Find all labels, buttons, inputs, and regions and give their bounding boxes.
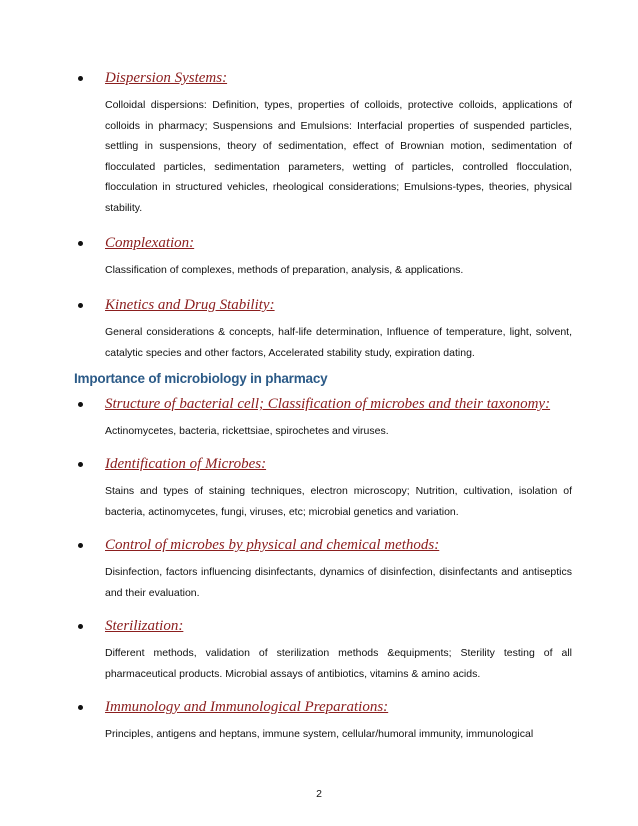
bullet-icon [78, 705, 83, 710]
topic-heading: Control of microbes by physical and chemical methods: [105, 537, 440, 553]
topic-heading: Immunology and Immunological Preparations: [105, 699, 389, 715]
topic-body: Disinfection, factors influencing disinfectants, dynamics of disinfection, disinfectants and antiseptics and their evaluation. [105, 566, 572, 599]
bullet-icon [78, 462, 83, 467]
topic-complexation [89, 235, 572, 281]
topic-heading: Sterilization: [105, 618, 184, 634]
section-title: Importance of microbiology in pharmacy [74, 371, 328, 386]
bullet-icon [78, 402, 83, 407]
topic-heading: Identification of Microbes: [105, 456, 267, 472]
topic-body: Colloidal dispersions: Definition, types, properties of colloids, protective colloids, applications of colloids in pharmacy; Suspensions and Emulsions: Interfacial properties of suspended particles, settling in suspensions, theory of sedimentation, effect of Brownian motion, sedimentation of flocculated particles, sedimentation parameters, wetting of particles, controlled flocculation, flocculation in structured vehicles, rheological considerations; Emulsions-types, theories, physical stability. [105, 99, 572, 214]
topic-heading: Complexation: [105, 235, 195, 251]
topic-kinetics-drug-stability [89, 297, 572, 363]
topic-bacterial-cell-structure [89, 396, 572, 442]
topic-body: General considerations & concepts, half-life determination, Influence of temperature, light, solvent, catalytic species and other factors, Accelerated stability study, expiration dating. [105, 326, 572, 359]
topic-sterilization [89, 618, 572, 684]
bullet-icon [78, 543, 83, 548]
bullet-icon [78, 241, 83, 246]
topic-immunology [89, 699, 572, 745]
topic-heading: Structure of bacterial cell; Classification of microbes and their taxonomy: [105, 396, 551, 412]
topic-heading: Kinetics and Drug Stability: [105, 297, 275, 313]
bullet-icon [78, 76, 83, 81]
topic-control-of-microbes [89, 537, 572, 603]
topic-body: Stains and types of staining techniques, electron microscopy; Nutrition, cultivation, isolation of bacteria, actinomycetes, fungi, viruses, etc; microbial genetics and variation. [105, 485, 572, 518]
topic-body: Principles, antigens and heptans, immune system, cellular/humoral immunity, immunological [105, 728, 534, 740]
topic-identification-of-microbes [89, 456, 572, 522]
bullet-icon [78, 303, 83, 308]
topic-body: Different methods, validation of sterilization methods &equipments; Sterility testing of all pharmaceutical products. Microbial assays of antibiotics, vitamins & amino acids. [105, 647, 572, 680]
topic-body: Classification of complexes, methods of preparation, analysis, & applications. [105, 264, 464, 276]
page-number: 2 [316, 788, 322, 800]
topic-body: Actinomycetes, bacteria, rickettsiae, spirochetes and viruses. [105, 425, 389, 437]
topic-heading: Dispersion Systems: [105, 70, 228, 86]
topic-dispersion-systems [89, 70, 572, 218]
bullet-icon [78, 624, 83, 629]
